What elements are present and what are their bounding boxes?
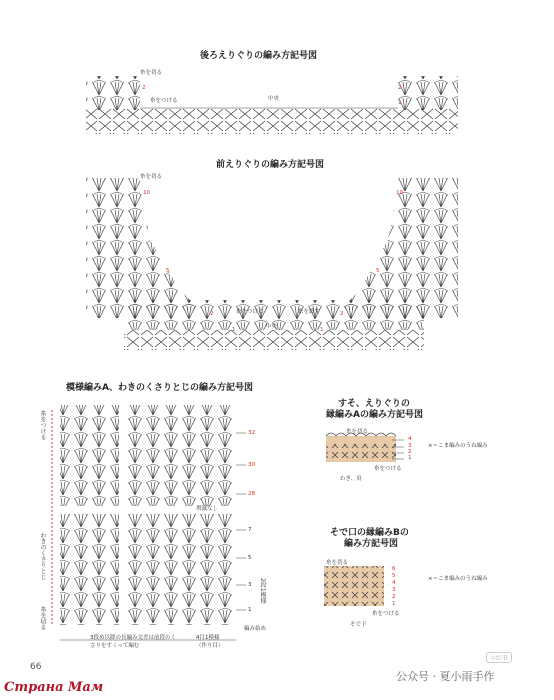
edging-a-row-2: 2 [408, 449, 412, 455]
edging-b-row-6: 6 [392, 566, 396, 572]
edging-a-cut-yarn: 糸を切る [346, 429, 369, 435]
edging-b-attach-yarn: 糸をつける [372, 611, 400, 617]
front-row-left-2: 2 [210, 311, 214, 317]
back-row-right-2: 2 [398, 85, 402, 91]
pattern-a-one-pattern: 4目1模様（作り目） [196, 635, 224, 649]
edging-b-row-4: 4 [392, 580, 396, 586]
pattern-a-row-3: 3 [248, 582, 252, 588]
back-attach-yarn: 糸をつける [150, 98, 178, 104]
front-neck-title: 前えりぐりの編み方記号図 [216, 160, 325, 170]
front-row-right-10: 10 [396, 190, 403, 196]
pattern-a-cut-yarn: 糸を切る [39, 606, 46, 630]
edging-b-row-3: 3 [392, 587, 396, 593]
pattern-a-two-rows: 2段1模様 [259, 578, 266, 604]
back-cut-yarn: 糸を切る [140, 70, 163, 76]
pattern-a-row-30: 30 [248, 462, 255, 468]
front-row-left-5: 5 [166, 268, 170, 274]
edging-b-row-1: 1 [392, 601, 396, 607]
pattern-a-row-7: 7 [248, 527, 252, 533]
edging-b-title-2: 編み方記号図 [344, 539, 399, 549]
edging-b-row-2: 2 [392, 594, 396, 600]
front-row-right-5: 5 [376, 268, 380, 274]
pattern-a-title: 模様編みA、わきのくさりとじの編み方記号図 [66, 383, 253, 393]
pattern-a-no-inc-dec: 増減なし [196, 506, 219, 512]
edging-a-title-1: すそ、えりぐりの [338, 399, 410, 409]
front-center: 中央 [266, 324, 278, 330]
edging-b-legend: ×＝こま編みのうね編み [428, 576, 488, 582]
site-logo: Страна Мам [4, 680, 104, 695]
page-number: 66 [30, 662, 42, 672]
edging-a-side-armhole: わき、肩 [340, 476, 362, 482]
front-attach-yarn: 糸をつける [236, 309, 264, 315]
front-row-right-2: 2 [340, 311, 344, 317]
edging-a-row-3: 3 [408, 443, 412, 449]
pattern-a-row-1: 1 [248, 607, 252, 613]
pattern-a-row-32: 32 [248, 430, 255, 436]
back-neck-title: 後ろえりぐりの編み方記号図 [200, 51, 318, 61]
edging-a-row-1: 1 [408, 455, 412, 461]
edging-b-row-5: 5 [392, 573, 396, 579]
edging-a-row-4: 4 [408, 436, 412, 442]
front-cut-yarn: 糸を切る [140, 174, 163, 180]
front-row-right-1: 1 [320, 327, 324, 333]
edging-b-cut-yarn: 糸を切る [326, 560, 349, 566]
edging-b-title-1: そで口の縁編みBの [330, 528, 409, 538]
front-pass-yarn: 糸を渡す [298, 309, 321, 315]
pattern-a-note: 3段め以降の長編み交差は前段のくさりをすくって編む [90, 635, 177, 649]
edging-a-attach-yarn: 糸をつける [374, 466, 402, 472]
pattern-a-row-5: 5 [248, 555, 252, 561]
xiaohongshu-badge: 小红书 [486, 652, 512, 663]
front-row-left-1: 1 [232, 327, 236, 333]
edging-a-legend: ×＝こま編みのうね編み [428, 443, 488, 449]
pattern-a-attach-yarn: 糸をつける [39, 410, 46, 440]
back-row-left-2: 2 [142, 85, 146, 91]
front-row-left-10: 10 [143, 190, 150, 196]
pattern-a-side-join: わきのくさりとじ [39, 532, 46, 580]
pattern-a-start: 編み始め [244, 626, 267, 632]
back-row-right-1: 1 [398, 100, 402, 106]
edging-a-title-2: 縁編みAの編み方記号図 [326, 410, 423, 420]
pattern-a-row-28: 28 [248, 491, 255, 497]
edging-b-under-sleeve: そで下 [350, 622, 367, 628]
wechat-watermark: 公众号 · 夏小雨手作 [396, 670, 495, 683]
back-center: 中央 [268, 96, 280, 102]
